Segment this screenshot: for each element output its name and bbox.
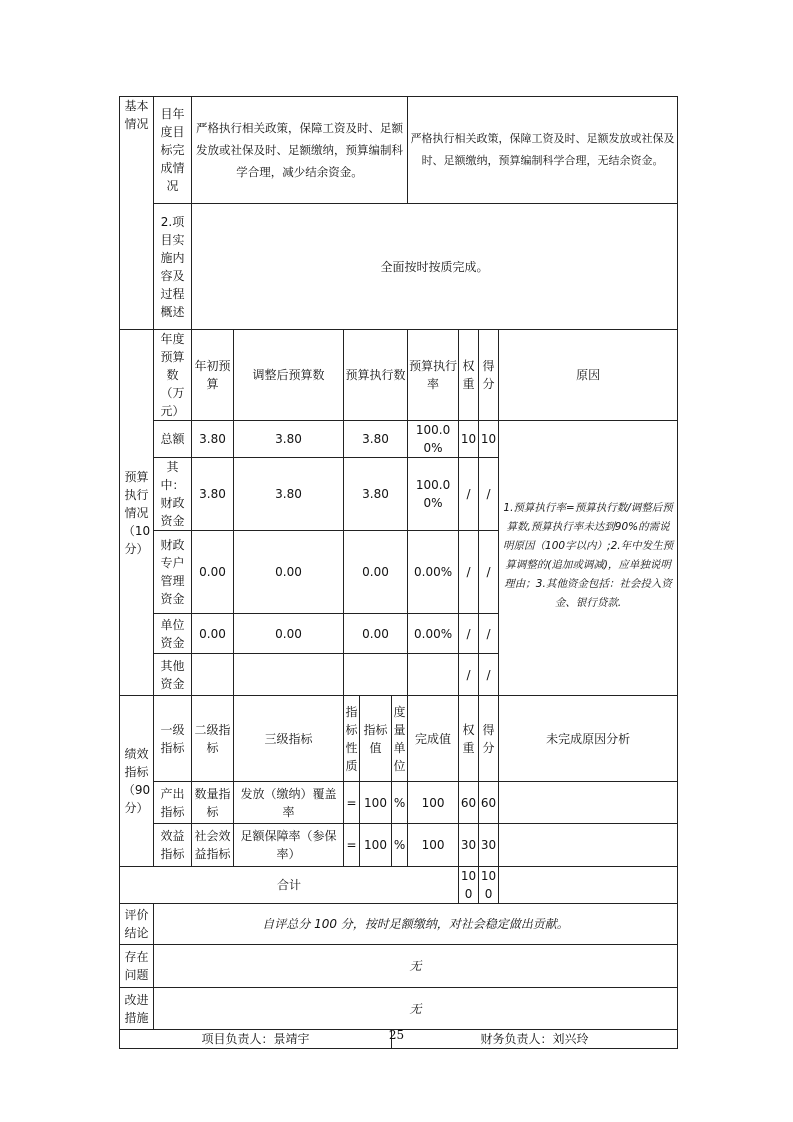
perf-row-output	[120, 782, 678, 824]
budget-header-initial: 年初预算	[192, 330, 234, 421]
score-cell: /	[479, 458, 499, 531]
unit-cell: %	[392, 782, 408, 824]
analysis-cell	[499, 824, 678, 867]
nature-cell: =	[344, 782, 360, 824]
value-cell: 100	[360, 782, 392, 824]
budget-header-executed: 预算执行数	[344, 330, 408, 421]
perf-header-score: 得分	[479, 696, 499, 782]
total-label: 合计	[120, 867, 459, 904]
impl-label: 2.项目实施内容及过程概述	[154, 204, 192, 330]
total-weight: 100	[459, 867, 479, 904]
weight-cell: 60	[459, 782, 479, 824]
initial-cell	[192, 654, 234, 696]
row-label: 财政专户管理资金	[154, 531, 192, 614]
unit-cell: %	[392, 824, 408, 867]
level1-cell: 效益指标	[154, 824, 192, 867]
adjusted-cell: 0.00	[234, 614, 344, 654]
row-label: 其他资金	[154, 654, 192, 696]
adjusted-cell	[234, 654, 344, 696]
perf-row-benefit	[120, 824, 678, 867]
perf-header-level2: 二级指标	[192, 696, 234, 782]
impl-text: 全面按时按质完成。	[192, 204, 678, 330]
improvements-text: 无	[154, 988, 678, 1030]
level2-cell: 社会效益指标	[192, 824, 234, 867]
rate-cell: 100.00%	[408, 458, 459, 531]
project-manager: 项目负责人：景靖宇	[120, 1030, 392, 1049]
actual-cell: 100	[408, 824, 459, 867]
budget-header-year: 年度预算数（万元）	[154, 330, 192, 421]
initial-cell: 0.00	[192, 614, 234, 654]
basic-section-label: 基本情况	[120, 97, 154, 330]
initial-cell: 0.00	[192, 531, 234, 614]
budget-header-adjusted: 调整后预算数	[234, 330, 344, 421]
row-label: 总额	[154, 421, 192, 458]
score-cell: /	[479, 654, 499, 696]
rate-cell: 0.00%	[408, 614, 459, 654]
conclusion-text: 自评总分 100 分，按时足额缴纳，对社会稳定做出贡献。	[154, 904, 678, 945]
adjusted-cell: 3.80	[234, 421, 344, 458]
perf-header-analysis: 未完成原因分析	[499, 696, 678, 782]
weight-cell: /	[459, 458, 479, 531]
reason-top-cell	[499, 421, 678, 458]
perf-header-level1: 一级指标	[154, 696, 192, 782]
weight-cell: 10	[459, 421, 479, 458]
goal-planned-text: 严格执行相关政策，保障工资及时、足额发放或社保及时、足额缴纳，预算编制科学合理，减少结余资金。	[192, 97, 408, 204]
budget-header-reason: 原因	[499, 330, 678, 421]
score-cell: 10	[479, 421, 499, 458]
executed-cell	[344, 654, 408, 696]
finance-manager: 财务负责人：刘兴玲	[392, 1030, 678, 1049]
page-number: 25	[388, 1028, 405, 1042]
score-cell: /	[479, 614, 499, 654]
rate-cell	[408, 654, 459, 696]
perf-header-actual: 完成值	[408, 696, 459, 782]
score-cell: 30	[479, 824, 499, 867]
goal-label: 目年度目标完成情况	[154, 97, 192, 204]
problems-text: 无	[154, 945, 678, 988]
budget-header-rate: 预算执行率	[408, 330, 459, 421]
problems-label: 存在问题	[120, 945, 154, 988]
budget-section-label: 预算执行情况（10分）	[120, 330, 154, 696]
perf-header-weight: 权重	[459, 696, 479, 782]
rate-cell: 0.00%	[408, 531, 459, 614]
perf-header-nature: 指标性质	[344, 696, 360, 782]
adjusted-cell: 3.80	[234, 458, 344, 531]
weight-cell: /	[459, 531, 479, 614]
perf-header-value: 指标值	[360, 696, 392, 782]
weight-cell: 30	[459, 824, 479, 867]
budget-header-weight: 权重	[459, 330, 479, 421]
initial-cell: 3.80	[192, 421, 234, 458]
executed-cell: 0.00	[344, 614, 408, 654]
performance-evaluation-table	[119, 96, 678, 1049]
row-label: 单位资金	[154, 614, 192, 654]
score-cell: 60	[479, 782, 499, 824]
executed-cell: 0.00	[344, 531, 408, 614]
total-analysis	[499, 867, 678, 904]
executed-cell: 3.80	[344, 458, 408, 531]
improvements-label: 改进措施	[120, 988, 154, 1030]
conclusion-label: 评价结论	[120, 904, 154, 945]
level1-cell: 产出指标	[154, 782, 192, 824]
weight-cell: /	[459, 654, 479, 696]
perf-header-level3: 三级指标	[234, 696, 344, 782]
budget-header-score: 得分	[479, 330, 499, 421]
value-cell: 100	[360, 824, 392, 867]
score-cell: /	[479, 531, 499, 614]
adjusted-cell: 0.00	[234, 531, 344, 614]
total-score: 100	[479, 867, 499, 904]
initial-cell: 3.80	[192, 458, 234, 531]
perf-total-row	[120, 867, 678, 904]
level3-cell: 发放（缴纳）覆盖率	[234, 782, 344, 824]
budget-row-fiscal	[120, 458, 678, 531]
nature-cell: =	[344, 824, 360, 867]
level3-cell: 足额保障率（参保率）	[234, 824, 344, 867]
rate-cell: 100.00%	[408, 421, 459, 458]
executed-cell: 3.80	[344, 421, 408, 458]
goal-actual-text: 严格执行相关政策，保障工资及时、足额发放或社保及时、足额缴纳，预算编制科学合理，无结余资金。	[408, 97, 678, 204]
perf-header-unit: 度量单位	[392, 696, 408, 782]
analysis-cell	[499, 782, 678, 824]
level2-cell: 数量指标	[192, 782, 234, 824]
budget-row-total	[120, 421, 678, 458]
weight-cell: /	[459, 614, 479, 654]
reason-note: 1.预算执行率=预算执行数/调整后预算数,预算执行率未达到90%的需说明原因（100字以内）;2.年中发生预算调整的(追加或调减)，应单独说明理由；3.其他资金包括：社会投入资金、银行贷款.	[499, 458, 678, 696]
row-label: 其中：财政资金	[154, 458, 192, 531]
actual-cell: 100	[408, 782, 459, 824]
performance-section-label: 绩效指标（90分）	[120, 696, 154, 867]
